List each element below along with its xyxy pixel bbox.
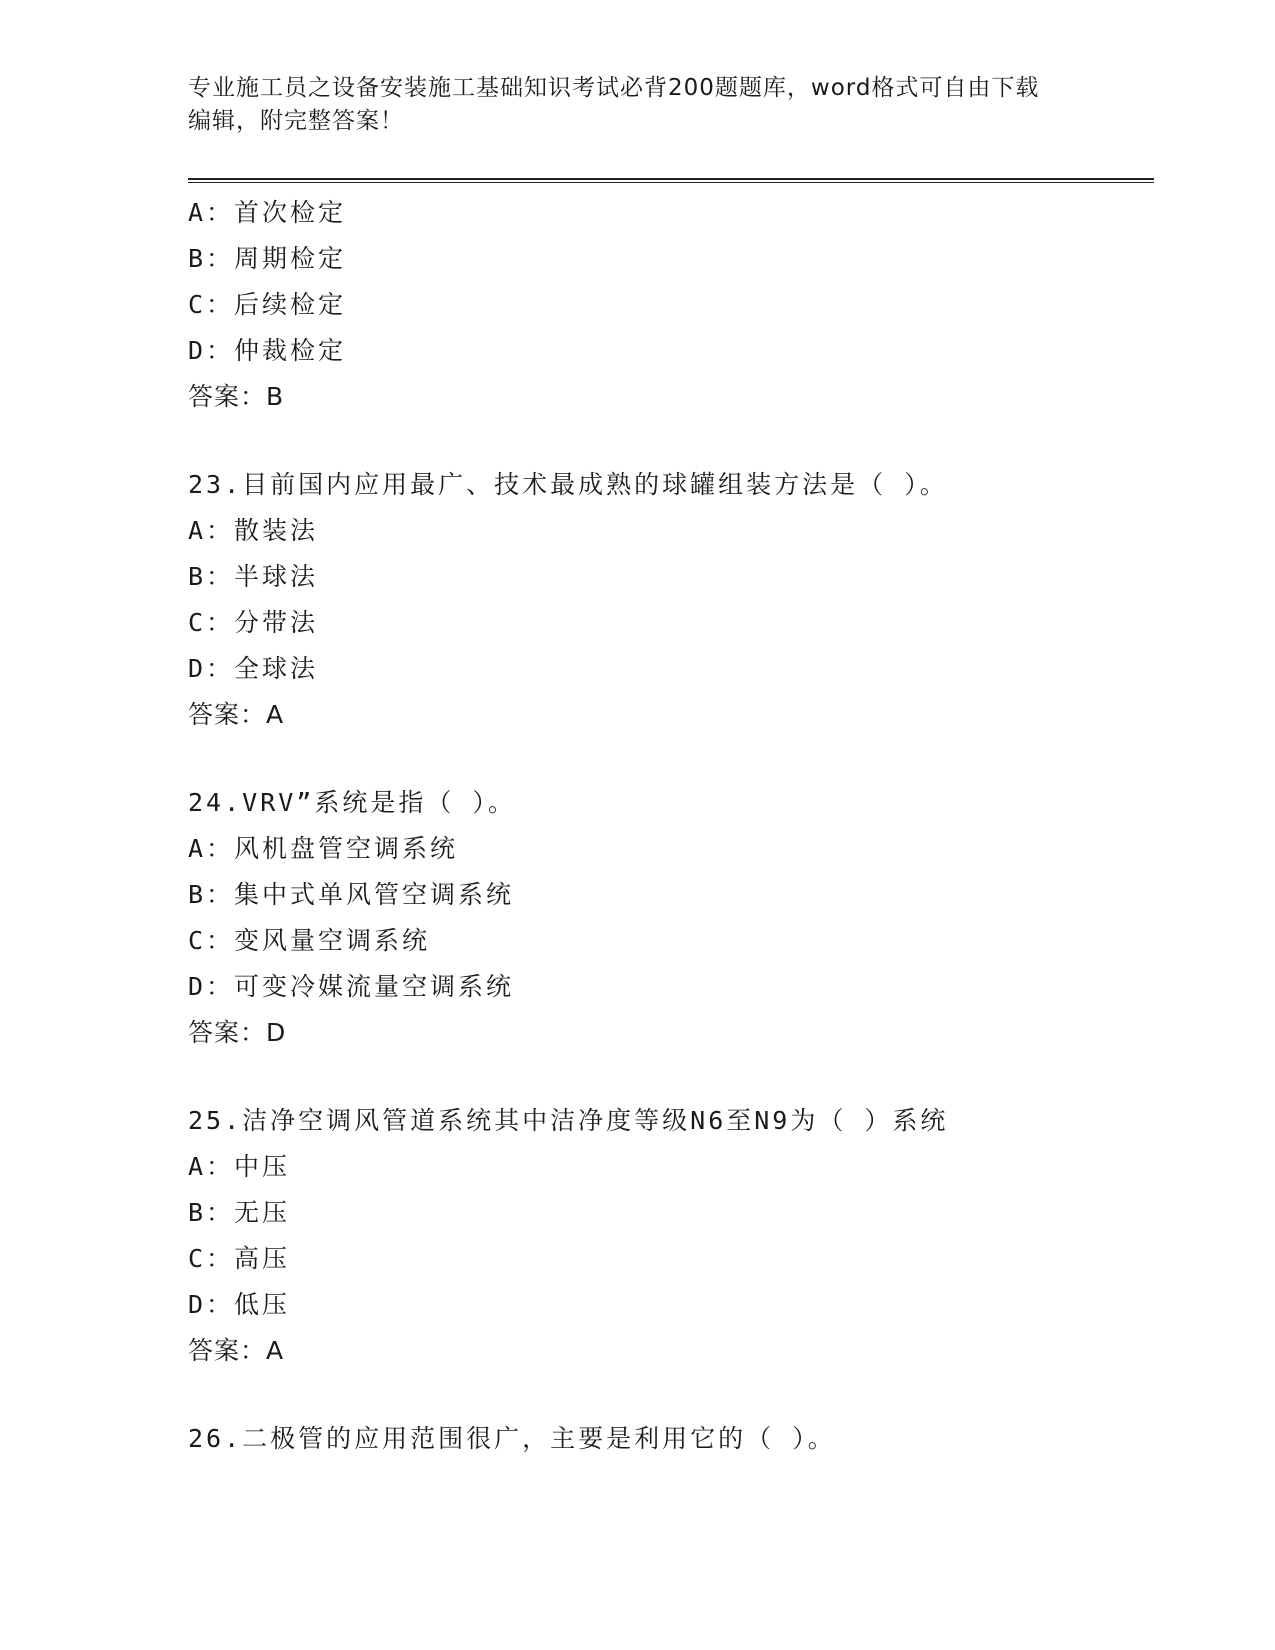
option-d: D：仲裁检定 (188, 336, 347, 365)
question-24 (188, 780, 1148, 1056)
document-header (188, 72, 1088, 138)
option-a: A：散装法 (188, 516, 319, 545)
answer: 答案：A (188, 1336, 285, 1365)
question-25 (188, 1098, 1148, 1374)
option-b: B：周期检定 (188, 244, 347, 273)
question-23 (188, 462, 1148, 738)
option-c: C：变风量空调系统 (188, 926, 431, 955)
question-list (188, 190, 1148, 1462)
option-b: B：集中式单风管空调系统 (188, 880, 515, 909)
header-title-line-1: 专业施工员之设备安装施工基础知识考试必背200题题库，word格式可自由下载 (188, 75, 1040, 101)
option-d: D：可变冷媒流量空调系统 (188, 972, 515, 1001)
question-text: 25.洁净空调风管道系统其中洁净度等级N6至N9为（ ）系统 (188, 1106, 949, 1135)
answer: 答案：A (188, 700, 285, 729)
option-b: B：半球法 (188, 562, 319, 591)
option-a: A：中压 (188, 1152, 291, 1181)
header-title-line-2: 编辑，附完整答案！ (188, 108, 404, 134)
option-d: D：低压 (188, 1290, 291, 1319)
option-b: B：无压 (188, 1198, 291, 1227)
question-text: 24.VRV”系统是指（ ）。 (188, 788, 516, 817)
answer: 答案：B (188, 382, 285, 411)
option-c: C：后续检定 (188, 290, 347, 319)
option-a: A：首次检定 (188, 198, 347, 227)
answer: 答案：D (188, 1018, 287, 1047)
option-c: C：高压 (188, 1244, 291, 1273)
question-text: 23.目前国内应用最广、技术最成熟的球罐组装方法是（ ）。 (188, 470, 948, 499)
question-text: 26.二极管的应用范围很广，主要是利用它的（ ）。 (188, 1424, 836, 1453)
option-a: A：风机盘管空调系统 (188, 834, 459, 863)
header-divider (188, 178, 1154, 183)
option-c: C：分带法 (188, 608, 319, 637)
question-26 (188, 1416, 1148, 1462)
option-d: D：全球法 (188, 654, 319, 683)
question-22 (188, 190, 1148, 420)
